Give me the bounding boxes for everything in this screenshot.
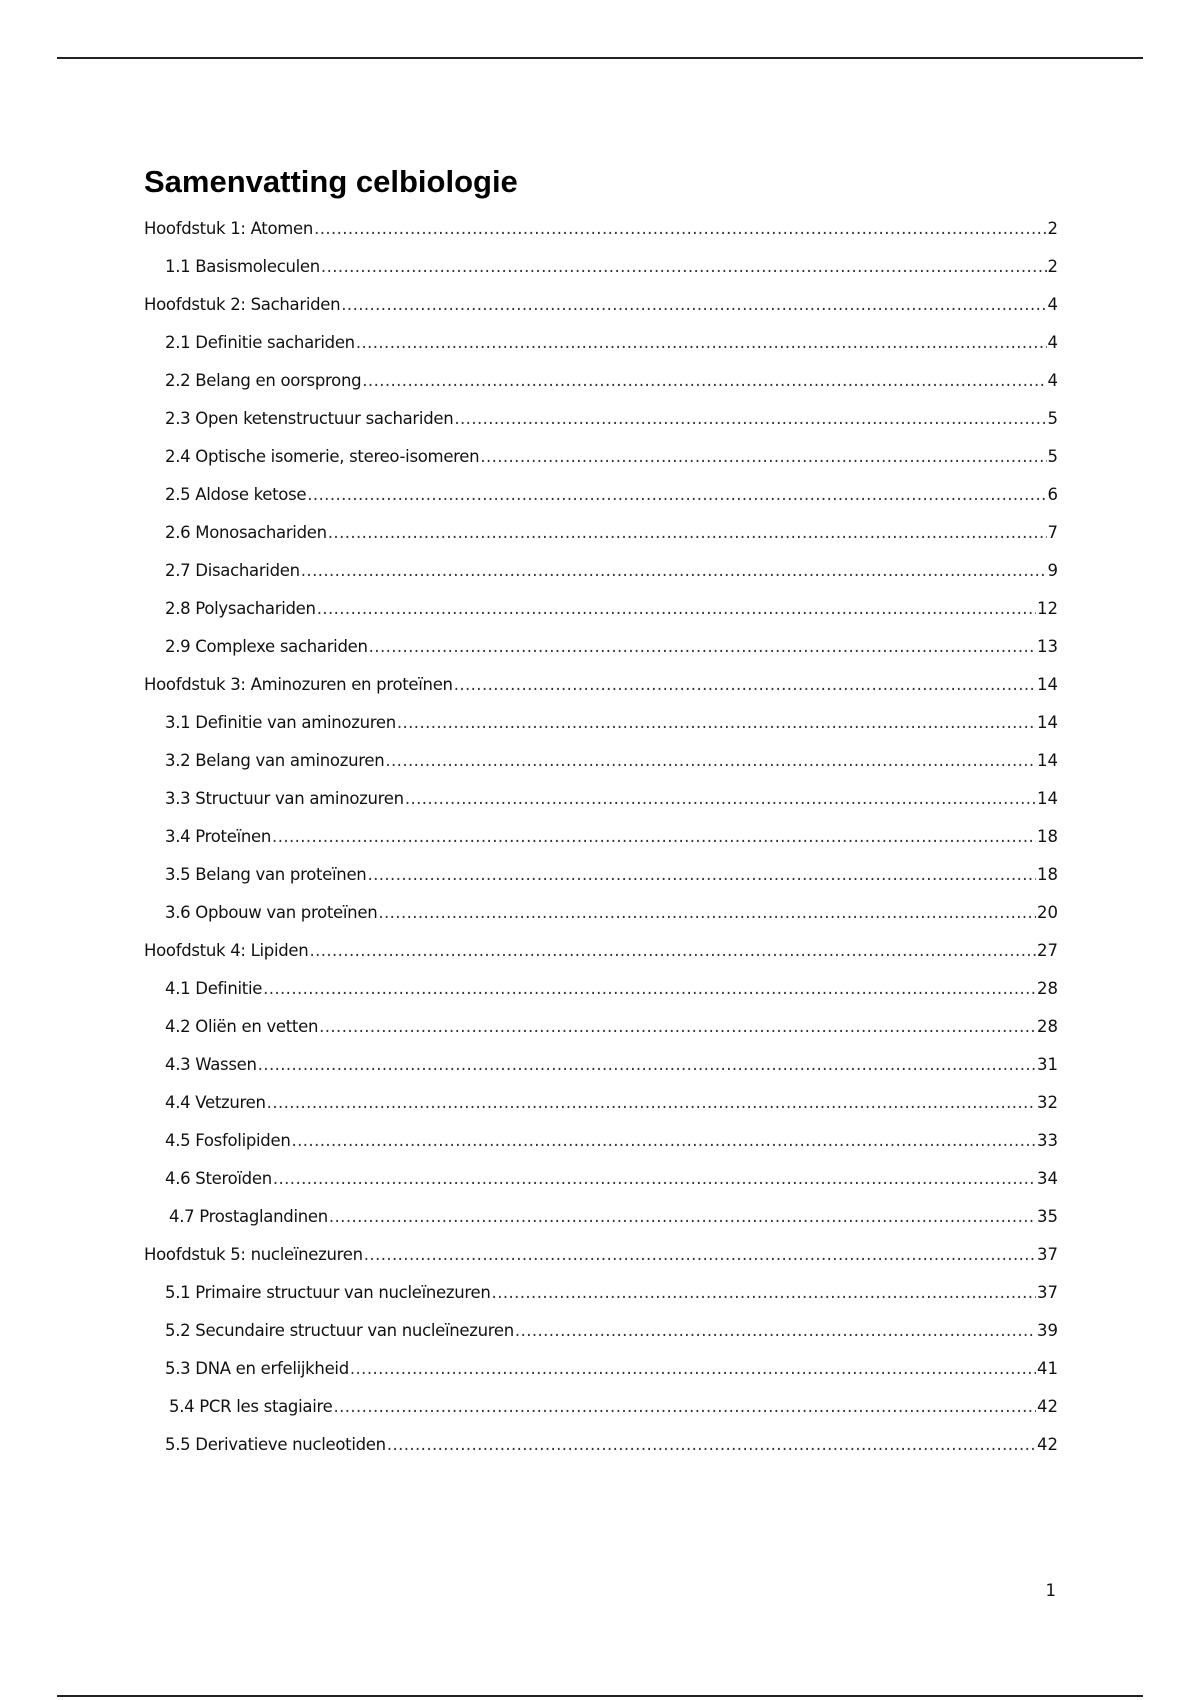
toc-entry[interactable] xyxy=(144,903,1058,941)
toc-entry[interactable] xyxy=(144,333,1058,371)
toc-dot-leader xyxy=(369,637,1036,656)
toc-entry-label: 2.9 Complexe sachariden xyxy=(165,637,368,656)
toc-dot-leader xyxy=(385,751,1036,770)
toc-entry[interactable] xyxy=(144,219,1058,257)
toc-entry-label: 2.2 Belang en oorsprong xyxy=(165,371,362,390)
toc-dot-leader xyxy=(515,1321,1036,1340)
toc-entry-label: Hoofdstuk 1: Atomen xyxy=(144,219,314,238)
toc-entry-page: 12 xyxy=(1037,599,1058,618)
toc-entry-label: 3.2 Belang van aminozuren xyxy=(165,751,385,770)
toc-entry[interactable] xyxy=(144,637,1058,675)
toc-entry[interactable] xyxy=(144,1017,1058,1055)
toc-entry[interactable] xyxy=(144,789,1058,827)
toc-entry[interactable] xyxy=(144,295,1058,333)
toc-entry-page: 7 xyxy=(1047,523,1058,542)
toc-entry[interactable] xyxy=(144,409,1058,447)
table-of-contents xyxy=(144,219,1058,1473)
toc-entry[interactable] xyxy=(144,371,1058,409)
toc-entry-page: 31 xyxy=(1037,1055,1058,1074)
toc-entry-page: 39 xyxy=(1037,1321,1058,1340)
toc-entry-label: 5.5 Derivatieve nucleotiden xyxy=(165,1435,386,1454)
toc-entry[interactable] xyxy=(144,979,1058,1017)
toc-entry[interactable] xyxy=(144,1435,1058,1473)
toc-entry[interactable] xyxy=(144,257,1058,295)
document-title: Samenvatting celbiologie xyxy=(144,164,518,199)
toc-entry[interactable] xyxy=(144,599,1058,637)
toc-entry[interactable] xyxy=(144,1055,1058,1093)
toc-dot-leader xyxy=(314,219,1046,238)
toc-entry-label: 2.7 Disachariden xyxy=(165,561,300,580)
toc-entry-page: 41 xyxy=(1037,1359,1058,1378)
toc-entry[interactable] xyxy=(144,1207,1058,1245)
toc-entry-label: 4.5 Fosfolipiden xyxy=(165,1131,291,1150)
toc-entry[interactable] xyxy=(144,865,1058,903)
toc-entry-label: 3.3 Structuur van aminozuren xyxy=(165,789,404,808)
page-bottom-rule xyxy=(57,1695,1143,1697)
toc-entry[interactable] xyxy=(144,1169,1058,1207)
toc-dot-leader xyxy=(356,333,1047,352)
toc-dot-leader xyxy=(329,1207,1036,1226)
toc-entry-page: 27 xyxy=(1037,941,1058,960)
toc-entry[interactable] xyxy=(144,1321,1058,1359)
toc-dot-leader xyxy=(263,979,1036,998)
toc-dot-leader xyxy=(307,485,1046,504)
toc-entry-label: 2.4 Optische isomerie, stereo-isomeren xyxy=(165,447,480,466)
toc-entry-label: 4.2 Oliën en vetten xyxy=(165,1017,319,1036)
toc-entry-label: 5.1 Primaire structuur van nucleïnezuren xyxy=(165,1283,491,1302)
toc-dot-leader xyxy=(362,371,1046,390)
toc-entry[interactable] xyxy=(144,751,1058,789)
toc-entry-label: 3.4 Proteïnen xyxy=(165,827,272,846)
toc-entry[interactable] xyxy=(144,1245,1058,1283)
toc-entry-label: 5.2 Secundaire structuur van nucleïnezuren xyxy=(165,1321,514,1340)
toc-entry[interactable] xyxy=(144,1359,1058,1397)
toc-dot-leader xyxy=(492,1283,1036,1302)
toc-entry[interactable] xyxy=(144,941,1058,979)
toc-entry-page: 37 xyxy=(1037,1283,1058,1302)
toc-entry-page: 5 xyxy=(1047,409,1058,428)
toc-entry-page: 4 xyxy=(1047,295,1058,314)
toc-entry-label: 2.5 Aldose ketose xyxy=(165,485,307,504)
toc-dot-leader xyxy=(273,1169,1036,1188)
toc-entry[interactable] xyxy=(144,1093,1058,1131)
toc-entry-label: 4.6 Steroïden xyxy=(165,1169,272,1188)
toc-entry-page: 5 xyxy=(1047,447,1058,466)
toc-dot-leader xyxy=(292,1131,1037,1150)
toc-entry-label: 3.6 Opbouw van proteïnen xyxy=(165,903,378,922)
toc-dot-leader xyxy=(319,1017,1036,1036)
toc-entry-page: 14 xyxy=(1037,713,1058,732)
toc-entry[interactable] xyxy=(144,713,1058,751)
toc-entry-page: 6 xyxy=(1047,485,1058,504)
toc-entry-page: 28 xyxy=(1037,979,1058,998)
toc-dot-leader xyxy=(272,827,1036,846)
toc-dot-leader xyxy=(378,903,1036,922)
toc-entry[interactable] xyxy=(144,1283,1058,1321)
toc-entry-label: 4.4 Vetzuren xyxy=(165,1093,266,1112)
toc-entry-page: 13 xyxy=(1037,637,1058,656)
toc-entry-label: Hoofdstuk 3: Aminozuren en proteïnen xyxy=(144,675,453,694)
toc-entry-page: 9 xyxy=(1047,561,1058,580)
toc-dot-leader xyxy=(454,675,1036,694)
toc-entry-page: 32 xyxy=(1037,1093,1058,1112)
toc-dot-leader xyxy=(454,409,1046,428)
toc-entry-label: 2.8 Polysachariden xyxy=(165,599,316,618)
toc-dot-leader xyxy=(321,257,1047,276)
toc-entry-label: 2.6 Monosachariden xyxy=(165,523,327,542)
page-number: 1 xyxy=(1045,1581,1056,1600)
toc-entry-label: Hoofdstuk 4: Lipiden xyxy=(144,941,309,960)
page-top-rule xyxy=(57,57,1143,59)
toc-entry-label: 2.3 Open ketenstructuur sachariden xyxy=(165,409,454,428)
toc-entry[interactable] xyxy=(144,1131,1058,1169)
toc-entry-page: 2 xyxy=(1047,257,1058,276)
toc-entry-label: 4.3 Wassen xyxy=(165,1055,257,1074)
toc-dot-leader xyxy=(350,1359,1036,1378)
toc-dot-leader xyxy=(317,599,1036,618)
toc-dot-leader xyxy=(480,447,1046,466)
toc-dot-leader xyxy=(387,1435,1036,1454)
toc-entry[interactable] xyxy=(144,1397,1058,1435)
toc-entry-page: 35 xyxy=(1037,1207,1058,1226)
toc-entry-page: 20 xyxy=(1037,903,1058,922)
toc-dot-leader xyxy=(364,1245,1036,1264)
toc-entry-label: Hoofdstuk 2: Sachariden xyxy=(144,295,341,314)
toc-dot-leader xyxy=(367,865,1036,884)
toc-entry-label: 4.1 Definitie xyxy=(165,979,263,998)
toc-entry-label: 3.1 Definitie van aminozuren xyxy=(165,713,396,732)
toc-entry[interactable] xyxy=(144,447,1058,485)
toc-entry-page: 2 xyxy=(1047,219,1058,238)
toc-entry-page: 14 xyxy=(1037,789,1058,808)
toc-entry-page: 34 xyxy=(1037,1169,1058,1188)
toc-dot-leader xyxy=(301,561,1047,580)
toc-entry-label: 1.1 Basismoleculen xyxy=(165,257,320,276)
toc-dot-leader xyxy=(341,295,1046,314)
toc-entry-label: 3.5 Belang van proteïnen xyxy=(165,865,367,884)
toc-entry-page: 18 xyxy=(1037,827,1058,846)
toc-entry[interactable] xyxy=(144,523,1058,561)
toc-entry[interactable] xyxy=(144,561,1058,599)
toc-entry-page: 37 xyxy=(1037,1245,1058,1264)
toc-dot-leader xyxy=(267,1093,1036,1112)
toc-entry-page: 42 xyxy=(1037,1397,1058,1416)
toc-entry-label: Hoofdstuk 5: nucleïnezuren xyxy=(144,1245,363,1264)
toc-dot-leader xyxy=(333,1397,1036,1416)
toc-entry-label: 4.7 Prostaglandinen xyxy=(169,1207,328,1226)
toc-entry-label: 5.3 DNA en erfelijkheid xyxy=(165,1359,349,1378)
toc-entry[interactable] xyxy=(144,675,1058,713)
toc-dot-leader xyxy=(397,713,1036,732)
toc-entry-page: 14 xyxy=(1037,751,1058,770)
toc-dot-leader xyxy=(309,941,1036,960)
toc-dot-leader xyxy=(405,789,1036,808)
toc-entry[interactable] xyxy=(144,827,1058,865)
toc-entry-label: 2.1 Definitie sachariden xyxy=(165,333,355,352)
toc-entry-page: 14 xyxy=(1037,675,1058,694)
toc-entry-page: 4 xyxy=(1047,333,1058,352)
toc-entry-page: 28 xyxy=(1037,1017,1058,1036)
toc-entry-label: 5.4 PCR les stagiaire xyxy=(169,1397,333,1416)
toc-entry[interactable] xyxy=(144,485,1058,523)
toc-dot-leader xyxy=(258,1055,1036,1074)
toc-entry-page: 33 xyxy=(1037,1131,1058,1150)
toc-entry-page: 18 xyxy=(1037,865,1058,884)
toc-entry-page: 4 xyxy=(1047,371,1058,390)
toc-entry-page: 42 xyxy=(1037,1435,1058,1454)
toc-dot-leader xyxy=(328,523,1047,542)
